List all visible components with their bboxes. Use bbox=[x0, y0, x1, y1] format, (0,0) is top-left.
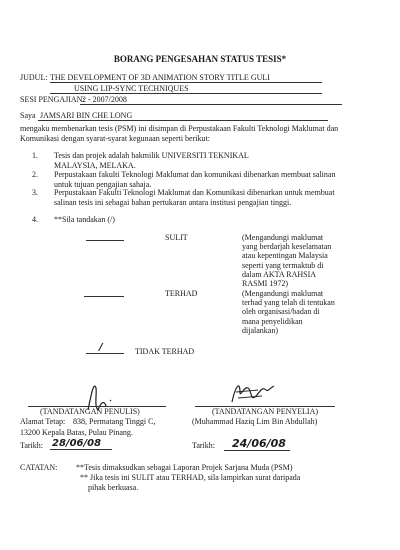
tarikh-penulis-value: 28/06/08 bbox=[52, 438, 102, 449]
tarikh-penulis-label: Tarikh: bbox=[20, 441, 43, 450]
tarikh-penyelia-underline bbox=[224, 450, 290, 451]
terhad-label: TERHAD bbox=[165, 289, 198, 298]
condition-4-text: **Sila tandakan (/) bbox=[54, 215, 115, 224]
sesi-label: SESI PENGAJIAN: bbox=[20, 95, 85, 104]
judul-line2: USING LIP-SYNC TECHNIQUES bbox=[74, 84, 189, 93]
sulit-label: SULIT bbox=[165, 233, 188, 242]
catatan-line2: ** Jika tesis ini SULIT atau TERHAD, sila lampirkan surat daripada bbox=[80, 473, 301, 482]
judul-underline-2 bbox=[50, 93, 322, 94]
condition-3-num: 3. bbox=[32, 188, 38, 197]
condition-1-text: Tesis dan projek adalah hakmilik UNIVERSITI TEKNIKAL MALAYSIA, MELAKA. bbox=[54, 151, 249, 170]
sesi-value: 2 - 2007/2008 bbox=[82, 95, 127, 104]
tidak-terhad-checkbox-line[interactable] bbox=[86, 353, 124, 354]
judul-underline-1 bbox=[50, 82, 322, 83]
catatan-line3: pihak berkuasa. bbox=[88, 483, 139, 492]
terhad-description: (Mengandungi maklumat terhad yang telah di tentukan oleh organisasi/badan di mana penyelidikan dijalankan) bbox=[242, 289, 335, 335]
penyelia-name: (Muhammad Haziq Lim Bin Abdullah) bbox=[192, 417, 318, 426]
saya-underline bbox=[38, 120, 328, 121]
judul-label: JUDUL: bbox=[20, 73, 48, 82]
penulis-signature-label: (TANDATANGAN PENULIS) bbox=[40, 407, 140, 416]
judul-line1: THE DEVELOPMENT OF 3D ANIMATION STORY TITLE GULI bbox=[50, 73, 270, 82]
alamat-label: Alamat Tetap: bbox=[20, 417, 66, 426]
penyelia-signature-label: (TANDATANGAN PENYELIA) bbox=[212, 407, 319, 416]
condition-2-num: 2. bbox=[32, 170, 38, 179]
saya-label: Saya bbox=[20, 111, 36, 120]
tidak-terhad-label: TIDAK TERHAD bbox=[135, 347, 195, 356]
sesi-underline bbox=[80, 104, 342, 105]
sulit-description: (Mengandungi maklumat yang berdarjah keselamatan atau kepentingan Malaysia seperti yang termaktub di dalam AKTA RAHSIA RASMI 1972) bbox=[242, 233, 332, 288]
condition-1-num: 1. bbox=[32, 151, 38, 160]
saya-value: JAMSARI BIN CHE LONG bbox=[40, 111, 133, 120]
sulit-checkbox-line[interactable] bbox=[86, 240, 124, 241]
tarikh-penyelia-label: Tarikh: bbox=[192, 441, 215, 450]
tarikh-penulis-underline bbox=[50, 449, 112, 450]
terhad-checkbox-line[interactable] bbox=[84, 296, 124, 297]
form-title: BORANG PENGESAHAN STATUS TESIS* bbox=[113, 54, 287, 64]
tidak-terhad-checkmark: / bbox=[99, 342, 103, 353]
intro-paragraph: mengaku membenarkan tesis (PSM) ini disimpan di Perpustakaan Fakulti Teknologi Maklumat dan Komunikasi dengan syarat-syarat kegunaan seperti berikut: bbox=[20, 124, 339, 143]
tarikh-penyelia-value: 24/06/08 bbox=[232, 437, 286, 450]
alamat-line1: 838, Permatang Tinggi C, bbox=[73, 417, 156, 426]
alamat-line2: 13200 Kepala Batas, Pulau Pinang. bbox=[20, 428, 133, 437]
condition-3-text: Perpustakaan Fakulti Teknologi Maklumat dan Komunikasi dibenarkan untuk membuat salinan tesis ini sebagai bahan pertukaran antara institusi pengajian tinggi. bbox=[54, 188, 335, 207]
condition-4-num: 4. bbox=[32, 215, 38, 224]
catatan-label: CATATAN: bbox=[20, 463, 58, 472]
condition-2-text: Perpustakaan fakulti Teknologi Maklumat dan komunikasi dibenarkan membuat salinan untuk tujuan pengajian sahaja. bbox=[54, 170, 336, 189]
catatan-line1: **Tesis dimaksudkan sebagai Laporan Projek Sarjana Muda (PSM) bbox=[76, 463, 293, 472]
